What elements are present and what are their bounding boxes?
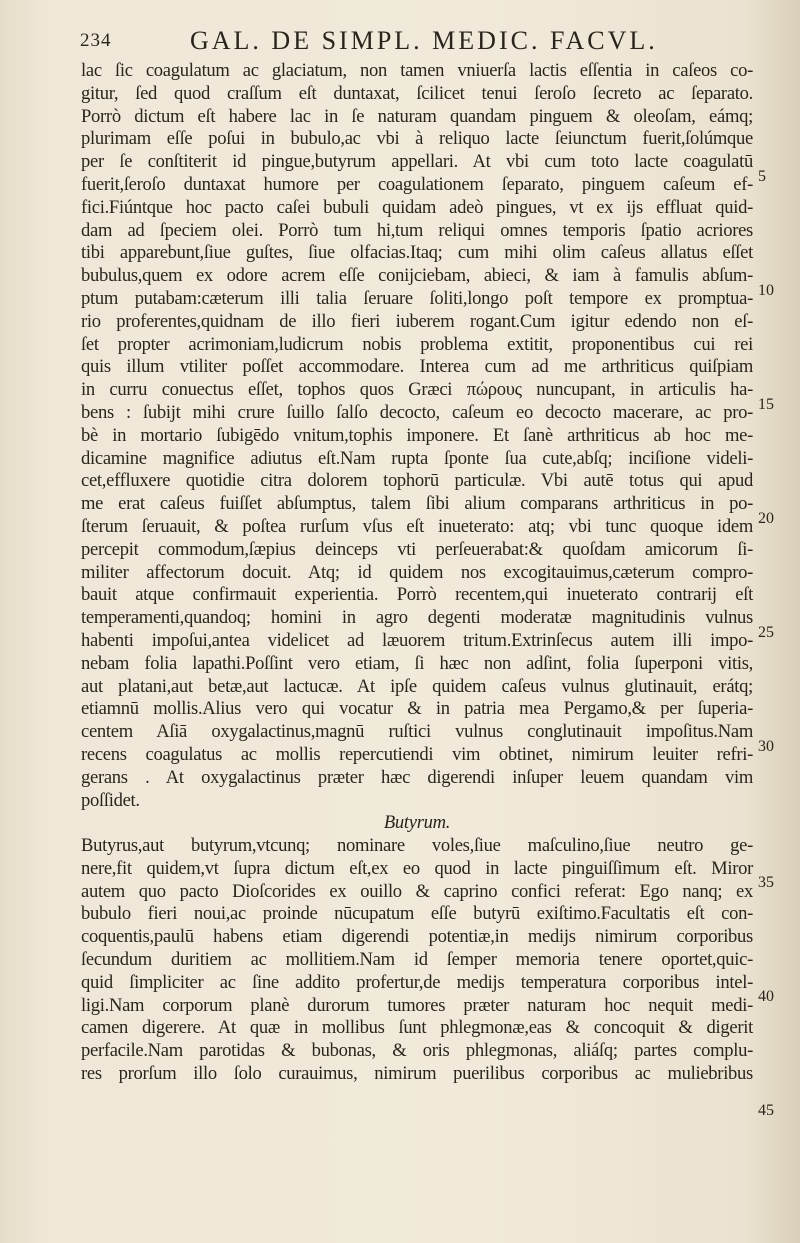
text-line: bens : ſubijt mihi crure ſuillo ſalſo decocto, caſeum eo decocto macerare, ac pro- xyxy=(81,401,753,423)
text-line: centem Aſiā oxygalactinus,magnū ruſtici vulnus conglutinauit impoſitus.Nam xyxy=(81,721,753,743)
line-number: 15 xyxy=(758,396,774,413)
text-line: Porrò dictum eſt habere lac in ſe naturam quandam pinguem & oleoſam, eámq; xyxy=(81,105,753,127)
text-line: nere,fit quidem,vt ſupra dictum eſt,ex eo quod in lacte pinguiſſimum eſt. Miror xyxy=(81,857,753,879)
text-line: rio proferentes,quidnam de illo fieri iuberem rogant.Cum igitur edendo non eſ- xyxy=(81,310,753,332)
text-line: bubulus,quem ex odore acrem eſſe conijciebam, abieci, & iam à famulis abſum- xyxy=(81,265,753,287)
line-number: 45 xyxy=(758,1102,774,1119)
page-header xyxy=(80,26,740,56)
text-line: habenti impoſui,antea videlicet ad læuorem tritum.Extrinſecus autem illi impo- xyxy=(81,629,753,651)
text-line: gitur, ſed quod craſſum eſt duntaxat, ſcilicet tenui ſeroſo ſecreto ac ſeparato. xyxy=(81,82,753,104)
text-line: bubulo fieri noui,ac proinde nūcupatum eſſe butyrū exiſtimo.Facultatis eſt con- xyxy=(81,903,753,925)
text-line: in curru conuectus eſſet, tophos quos Græci πώρους nuncupant, in articulis ha- xyxy=(81,379,753,401)
line-number: 30 xyxy=(758,738,774,755)
text-line: coquentis,paulū habens etiam digerendi potentiæ,in medijs nimirum corporibus xyxy=(81,926,753,948)
text-line: autem quo pacto Dioſcorides ex ouillo & caprino confici referat: Ego nanq; ex xyxy=(81,880,753,902)
text-line: percepit commodum,ſæpius deinceps vti perſeuerabat:& quoſdam amicorum ſi- xyxy=(81,538,753,560)
text-line: poſſidet. xyxy=(81,789,140,811)
text-line: etiamnū mollis.Alius vero qui vocatur & in patria mea Pergamo,& per ſuperia- xyxy=(81,698,753,720)
text-line: Butyrus,aut butyrum,vtcunq; nominare voles,ſiue maſculino,ſiue neutro ge- xyxy=(81,835,753,857)
text-line: quid ſimpliciter ac ſine addito profertur,de medijs temperatura corporibus intel- xyxy=(81,971,753,993)
text-line: lac ſic coagulatum ac glaciatum, non tamen vniuerſa lactis eſſentia in caſeos co- xyxy=(81,60,753,81)
running-head: GAL. DE SIMPL. MEDIC. FACVL. xyxy=(190,26,658,55)
text-line: militer affectorum docuit. Atq; id quidem nos excogitauimus,cæterum compro- xyxy=(81,561,753,583)
text-line: ligi.Nam corporum planè durorum tumores præter naturam hoc nequit medi- xyxy=(81,994,753,1016)
text-line: fuerit,ſeroſo duntaxat humore per coagulationem ſeparato, pinguem caſeum ef- xyxy=(81,173,753,195)
text-line: quis illum vtiliter poſſet accommodare. Interea cum ad me arthriticus quiſpiam xyxy=(81,356,753,378)
text-line: gerans . At oxygalactinus præter hæc digerendi inſuper leuem quandam vim xyxy=(81,766,753,788)
text-line: cet,effluxere quotidie citra dolorem tophorū particulæ. Vbi autē totus qui apud xyxy=(81,470,753,492)
text-line: temperamenti,quandoq; homini in agro degenti moderatæ magnitudinis vulnus xyxy=(81,607,753,629)
text-line: res prorſum illo ſolo curauimus, nimirum puerilibus corporibus ac muliebribus xyxy=(81,1063,753,1085)
line-number: 40 xyxy=(758,988,774,1005)
text-line: aut platani,aut betæ,aut lactucæ. At ipſe quidem caſeus vulnus glutinauit, erátq; xyxy=(81,675,753,697)
page-number: 234 xyxy=(80,30,112,51)
text-line: dam ad ſpeciem olei. Porrò tum hi,tum reliqui omnes temporis ſpatio acriores xyxy=(81,219,753,241)
section-heading: Butyrum. xyxy=(383,812,451,834)
text-line: plurimam eſſe poſui in bubulo,ac vbi à reliquo lacte ſeiunctum fuerit,ſolúmque xyxy=(81,128,753,150)
text-line: dicamine magnifice adiutus eſt.Nam rupta ſponte ſua cute,abſq; inciſione videli- xyxy=(81,447,753,469)
text-line: recens coagulatus ac mollis repercutiendi vim obtinet, nimirum leuiter refri- xyxy=(81,743,753,765)
text-line: me erat caſeus fuiſſet abſumptus, talem ſibi alium comparans arthriticus in po- xyxy=(81,493,753,515)
line-number: 25 xyxy=(758,624,774,641)
body-text xyxy=(81,60,753,1086)
text-line: ptum putabam:cæterum illi talia ſeruare ſoliti,longo poſt tempore ex promptua- xyxy=(81,287,753,309)
text-line: camen digerere. At quæ in mollibus ſunt phlegmonæ,eas & concoquit & digerit xyxy=(81,1017,753,1039)
text-line: tibi apparebunt,ſiue guſtes, ſiue olfacias.Itaq; cum mihi olim caſeus allatus eſſet xyxy=(81,242,753,264)
text-line: nebam folia lapathi.Poſſint vero etiam, ſi hæc non adſint, folia ſuperponi vitis, xyxy=(81,652,753,674)
text-line: ſterum ſeruauit, & poſtea rurſum vſus eſt inueterato: atq; vbi tunc quoque idem xyxy=(81,515,753,537)
text-line: bè in mortario ſubigēdo vnitum,tophis imponere. Et ſanè arthriticus ab hoc me- xyxy=(81,424,753,446)
text-line: ſecundum duritiem ac mollitiem.Nam id ſemper memoria tenere oportet,quic- xyxy=(81,949,753,971)
text-line: ſet propter acrimoniam,ludicrum nobis problema extitit, proponentibus cui rei xyxy=(81,333,753,355)
line-number: 35 xyxy=(758,874,774,891)
text-line: per ſe conſtiterit id pingue,butyrum appellari. At vbi cum toto lacte coagulatū xyxy=(81,151,753,173)
line-number: 10 xyxy=(758,282,774,299)
text-line: bauit atque confirmauit experientia. Porrò recentem,qui inueterato contrarij eſt xyxy=(81,584,753,606)
text-line: perfacile.Nam parotidas & bubonas, & oris phlegmonas, aliáſq; partes complu- xyxy=(81,1040,753,1062)
line-number: 20 xyxy=(758,510,774,527)
line-number: 5 xyxy=(758,168,766,185)
text-line: fici.Fiúntque hoc pacto caſei bubuli quidam adeò pingues, vt ex ijs effluat quid- xyxy=(81,196,753,218)
